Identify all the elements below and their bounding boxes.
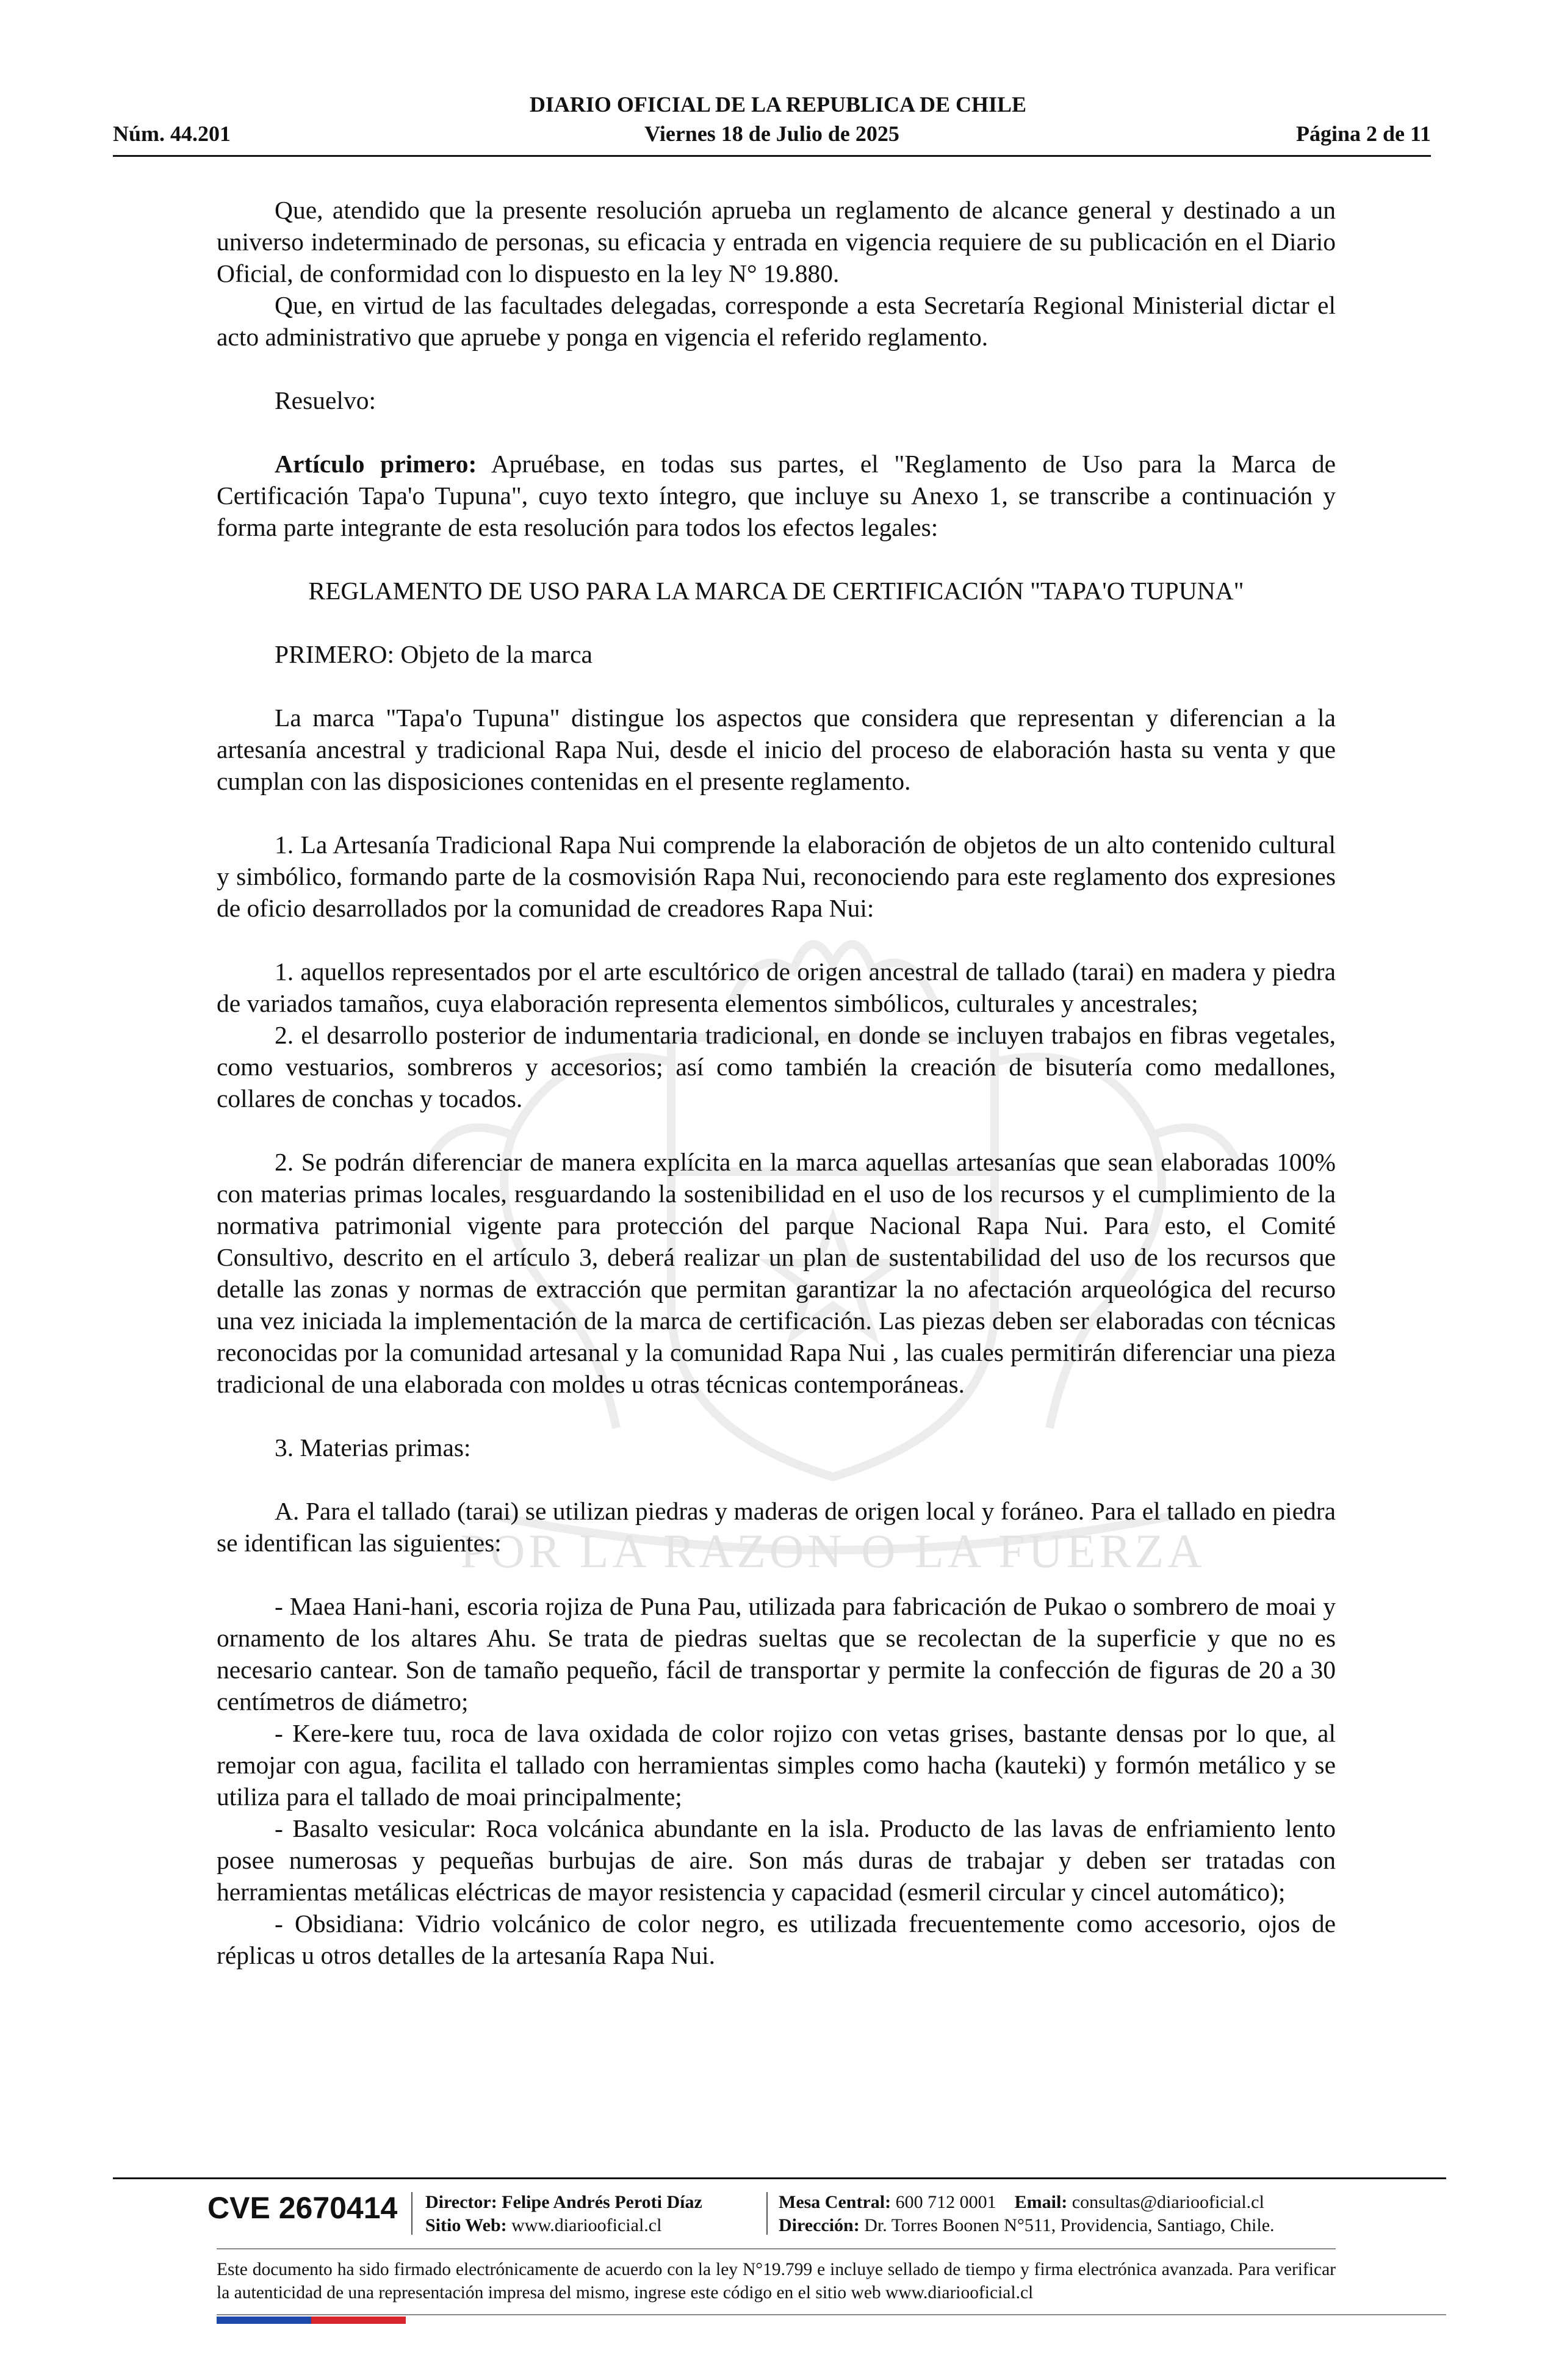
- cve-code: CVE 2670414: [207, 2191, 398, 2225]
- article-paragraph: [217, 448, 1336, 543]
- address-value: Dr. Torres Boonen N°511, Providencia, Santiago, Chile.: [864, 2215, 1275, 2235]
- header-row: [113, 121, 1431, 150]
- website-label: Sitio Web:: [425, 2215, 507, 2235]
- newspaper-title: DIARIO OFICIAL DE LA REPUBLICA DE CHILE: [529, 92, 1027, 117]
- flag-stripe: [217, 2317, 406, 2324]
- footer-divider: [217, 2314, 1446, 2315]
- footer-contact-block: [779, 2191, 1275, 2237]
- email-link[interactable]: consultas@diariooficial.cl: [1072, 2192, 1264, 2212]
- article-text: Apruébase, en todas sus partes, el "Reglamento de Uso para la Marca de Certificación Tapa'o Tupuna", cuyo texto íntegro, que incluye su Anexo 1, se transcribe a continuación y forma parte integrante de esta resolución para todos los efectos legales:: [217, 450, 1336, 541]
- paragraph: Que, en virtud de las facultades delegadas, corresponde a esta Secretaría Regional Ministerial dictar el acto administrativo que apruebe y ponga en vigencia el referido reglamento.: [217, 291, 1336, 351]
- regulation-title: REGLAMENTO DE USO PARA LA MARCA DE CERTIFICACIÓN "TAPA'O TUPUNA": [308, 577, 1244, 605]
- address-label: Dirección:: [779, 2215, 860, 2235]
- list-item: - Maea Hani-hani, escoria rojiza de Puna Pau, utilizada para fabricación de Pukao o sombrero de moai y ornamento de los altares Ahu. Se trata de piedras sueltas que se recolectan de la superficie y que no es necesario cantear. Son de tamaño pequeño, fácil de transportar y permite la confección de figuras de 20 a 30 centímetros de diámetro;: [217, 1592, 1336, 1715]
- watermark-motto: POR LA RAZON O LA FUERZA: [460, 1524, 1206, 1578]
- section-heading: 3. Materias primas:: [275, 1433, 471, 1462]
- flag-blue-segment: [217, 2317, 311, 2324]
- signature-note: Este documento ha sido firmado electrónicamente de acuerdo con la ley N°19.799 e incluye sellado de tiempo y firma electrónica avanzada. Para verificar la autenticidad de una representación impresa del mismo, ingrese este código en el sitio web www.diariooficial.cl: [217, 2260, 1336, 2302]
- list-item: - Kere-kere tuu, roca de lava oxidada de color rojizo con vetas grises, bastante densas por lo que, al remojar con agua, facilita el tallado con herramientas simples como hacha (kauteki) y formón metálico y se utiliza para el tallado de moai principalmente;: [217, 1719, 1336, 1811]
- footer-director-block: [425, 2191, 702, 2237]
- resolution-heading: Resuelvo:: [275, 386, 376, 414]
- issue-date: Viernes 18 de Julio de 2025: [644, 121, 899, 146]
- footer-separator: [766, 2192, 768, 2235]
- paragraph: 2. Se podrán diferenciar de manera explícita en la marca aquellas artesanías que sean elaboradas 100% con materias primas locales, resguardando la sostenibilidad en el uso de los recursos y el cumplimiento de la normativa patrimonial vigente para protección del parque Nacional Rapa Nui. Para esto, el Comité Consultivo, descrito en el artículo 3, deberá realizar un plan de sustentabilidad del uso de los recursos que detalle las zonas y normas de extracción que permitan garantizar la no afectación arqueológica del recurso una vez iniciada la implementación de la marca de certificación. Las piezas deben ser elaboradas con técnicas reconocidas por la comunidad artesanal y la comunidad Rapa Nui , las cuales permitirán diferenciar una pieza tradicional de una elaborada con moldes u otras técnicas contemporáneas.: [217, 1148, 1336, 1398]
- email-label: Email:: [1014, 2192, 1068, 2212]
- article-label: Artículo primero:: [275, 450, 477, 478]
- website-link[interactable]: www.diariooficial.cl: [511, 2215, 662, 2235]
- paragraph: La marca "Tapa'o Tupuna" distingue los aspectos que considera que representan y diferencian a la artesanía ancestral y tradicional Rapa Nui, desde el inicio del proceso de elaboración hasta su venta y que cumplan con las disposiciones contenidas en el presente reglamento.: [217, 704, 1336, 795]
- paragraph: 1. La Artesanía Tradicional Rapa Nui comprende la elaboración de objetos de un alto contenido cultural y simbólico, formando parte de la cosmovisión Rapa Nui, reconociendo para este reglamento dos expresiones de oficio desarrollados por la comunidad de creadores Rapa Nui:: [217, 831, 1336, 922]
- list-item: 2. el desarrollo posterior de indumentaria tradicional, en donde se incluyen trabajos en fibras vegetales, como vestuarios, sombreros y accesorios; así como también la creación de bisutería como medallones, collares de conchas y tocados.: [217, 1021, 1336, 1112]
- paragraph: A. Para el tallado (tarai) se utilizan piedras y maderas de origen local y foráneo. Para el tallado en piedra se identifican las siguientes:: [217, 1497, 1336, 1557]
- page-indicator: Página 2 de 11: [1295, 121, 1431, 146]
- footer-separator: [411, 2192, 412, 2235]
- director-label: Director:: [425, 2192, 497, 2212]
- paragraph: Que, atendido que la presente resolución aprueba un reglamento de alcance general y destinado a un universo indeterminado de personas, su eficacia y entrada en vigencia requiere de su publicación en el Diario Oficial, de conformidad con lo dispuesto en la ley N° 19.880.: [217, 196, 1336, 287]
- list-item: 1. aquellos representados por el arte escultórico de origen ancestral de tallado (tarai) en madera y piedra de variados tamaños, cuya elaboración representa elementos simbólicos, culturales y ancestrales;: [217, 957, 1336, 1017]
- list-item: - Basalto vesicular: Roca volcánica abundante en la isla. Producto de las lavas de enfriamiento lento posee numerosas y pequeñas burbujas de aire. Son más duras de trabajar y deben ser tratadas con herramientas metálicas eléctricas de mayor resistencia y capacidad (esmeril circular y cincel automático);: [217, 1814, 1336, 1906]
- footer-divider: [113, 2177, 1446, 2179]
- phone-number: 600 712 0001: [895, 2192, 996, 2212]
- document-body: [217, 194, 1336, 1971]
- section-heading: PRIMERO: Objeto de la marca: [275, 640, 593, 668]
- director-name: Felipe Andrés Peroti Díaz: [502, 2192, 702, 2212]
- issue-number: Núm. 44.201: [113, 121, 231, 146]
- footer-divider: [217, 2248, 1336, 2249]
- phone-label: Mesa Central:: [779, 2192, 891, 2212]
- flag-red-segment: [311, 2317, 406, 2324]
- header-divider: [113, 155, 1431, 157]
- list-item: - Obsidiana: Vidrio volcánico de color negro, es utilizada frecuentemente como accesorio, ojos de réplicas u otros detalles de la artesanía Rapa Nui.: [217, 1909, 1336, 1969]
